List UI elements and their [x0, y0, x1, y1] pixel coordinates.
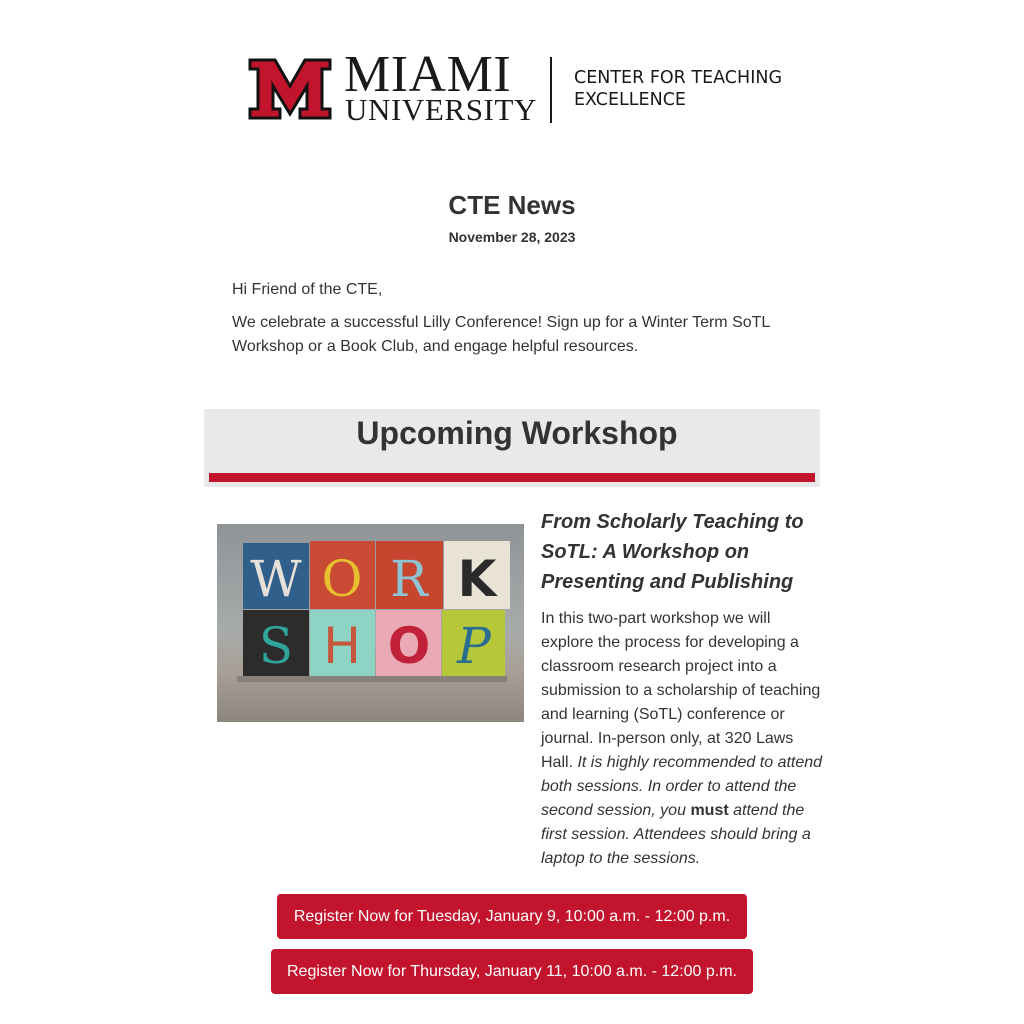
block-letter: P — [457, 617, 491, 675]
workshop-title: From Scholarly Teaching to SoTL: A Workshop on Presenting and Publishing — [541, 511, 804, 593]
block-letter: H — [323, 617, 361, 675]
logo-divider — [550, 57, 552, 123]
workshop-description-text: In this two-part workshop we will explore the process for developing a classroom research project into a submission to a scholarship of teaching and learning (SoTL) conference or journal. In-person only, at 320 Laws Hall. — [541, 610, 821, 771]
block-letter: S — [258, 617, 294, 675]
block-letter: O — [321, 550, 363, 608]
logo-wordmark-university: UNIVERSITY — [345, 92, 537, 127]
unit-name-line1: CENTER FOR TEACHING — [574, 68, 783, 88]
block-letter: W — [250, 550, 302, 608]
logo-wordmark-miami: MIAMI — [344, 46, 512, 103]
unit-name-line2: EXCELLENCE — [574, 90, 686, 110]
workshop-note-emphasis: must — [690, 802, 729, 819]
greeting: Hi Friend of the CTE, — [232, 281, 383, 298]
workshop-description — [541, 607, 826, 871]
section-title: Upcoming Workshop — [356, 415, 678, 451]
newsletter-title: CTE News — [448, 190, 576, 220]
section-accent-rule — [209, 473, 815, 482]
block-letter: K — [457, 550, 497, 608]
register-tuesday-button[interactable]: Register Now for Tuesday, January 9, 10:00 a.m. - 12:00 p.m. — [277, 894, 747, 939]
intro-paragraph: We celebrate a successful Lilly Conference! Sign up for a Winter Term SoTL Workshop or a Book Club, and engage helpful resources. — [232, 314, 770, 355]
block-letter: R — [390, 550, 428, 608]
block-letter: O — [387, 617, 431, 675]
workshop-blocks-image — [217, 524, 524, 722]
register-thursday-button[interactable]: Register Now for Thursday, January 11, 10:00 a.m. - 12:00 p.m. — [271, 949, 753, 994]
workshop-note-italic-1: It is highly recommended to attend both sessions. In order to attend the second session, you — [541, 754, 823, 819]
workshop-note-italic-2: attend the first session. Attendees should bring a laptop to the sessions. — [541, 802, 811, 867]
miami-m-logo — [248, 56, 332, 122]
newsletter-date: November 28, 2023 — [448, 229, 576, 245]
